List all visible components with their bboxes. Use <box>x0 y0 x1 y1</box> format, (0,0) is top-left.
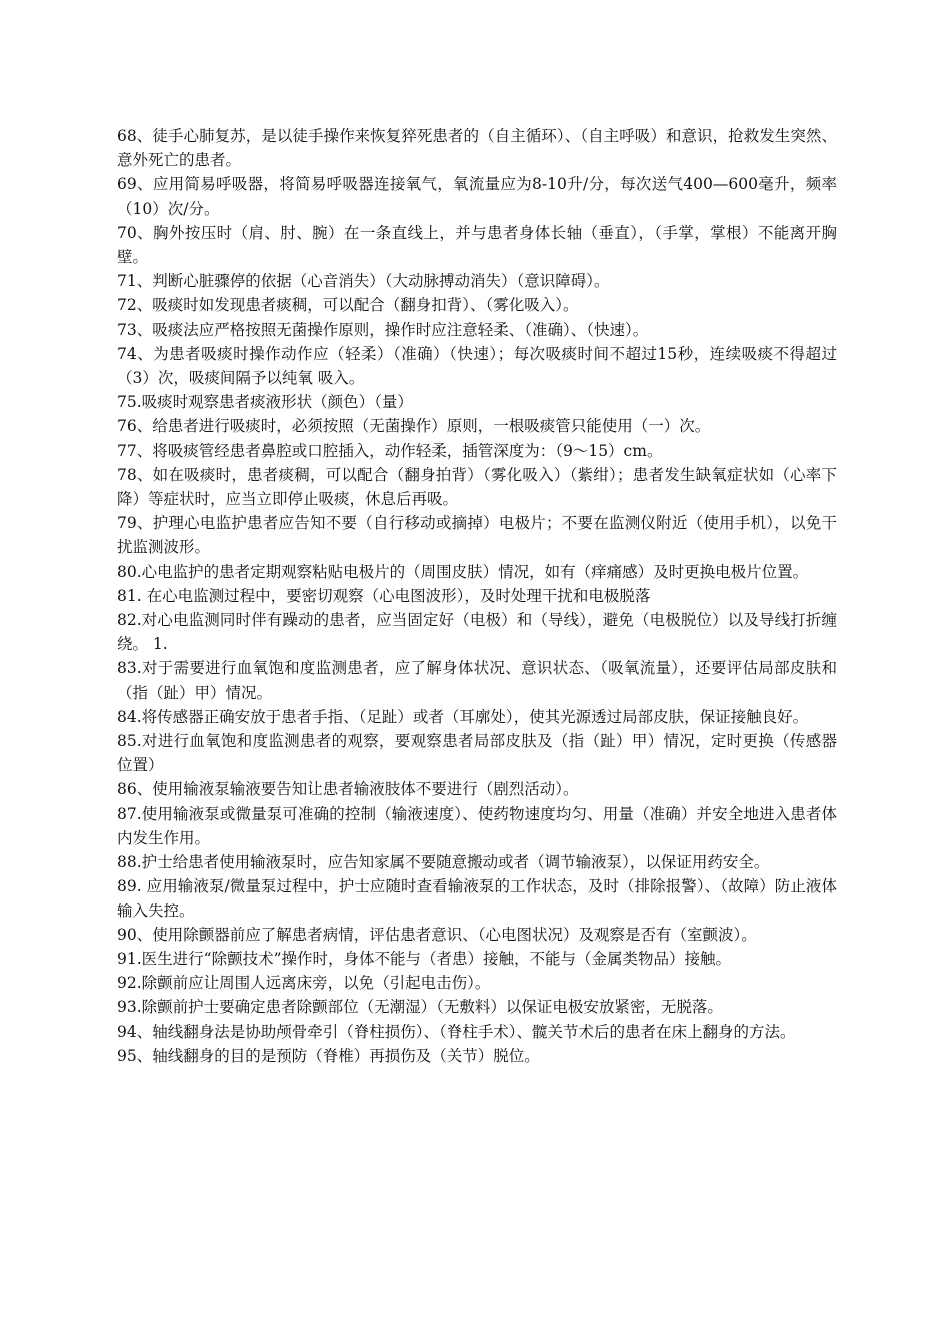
question-81: 81. 在心电监测过程中，要密切观察（心电图波形），及时处理干扰和电极脱落 <box>117 586 651 605</box>
question-94: 94、轴线翻身法是协助颅骨牵引（脊柱损伤）、（脊柱手术）、髋关节术后的患者在床上翻身的方法。 <box>117 1022 796 1041</box>
question-73: 73、吸痰法应严格按照无菌操作原则，操作时应注意轻柔、（准确）、（快速）。 <box>117 320 649 339</box>
question-78: 78、如在吸痰时，患者痰稠，可以配合（翻身拍背）（雾化吸入）（紫绀）；患者发生缺氧症状如（心率下降）等症状时，应当立即停止吸痰，休息后再吸。 <box>117 465 837 509</box>
question-92: 92.除颤前应让周围人远离床旁，以免（引起电击伤）。 <box>117 974 491 993</box>
question-79: 79、护理心电监护患者应告知不要（自行移动或摘掉）电极片；不要在监测仪附近（使用手机），以免干扰监测波形。 <box>117 514 837 557</box>
question-89: 89. 应用输液泵/微量泵过程中，护士应随时查看输液泵的工作状态，及时（排除报警）、（故障）防止液体输入失控。 <box>117 877 837 920</box>
question-71: 71、判断心脏骤停的依据（心音消失）（大动脉搏动消失）（意识障碍）。 <box>117 272 610 291</box>
question-76: 76、给患者进行吸痰时，必须按照（无菌操作）原则，一根吸痰管只能使用（一）次。 <box>117 417 711 436</box>
question-87: 87.使用输液泵或微量泵可准确的控制（输液速度）、使药物速度均匀、用量（准确）并安全地进入患者体内发生作用。 <box>117 804 837 847</box>
question-77: 77、将吸痰管经患者鼻腔或口腔插入，动作轻柔，插管深度为：（9～15）cm。 <box>117 441 663 460</box>
question-91: 91.医生进行“除颤技术”操作时，身体不能与（者患）接触，不能与（金属类物品）接触。 <box>117 949 732 968</box>
question-70: 70、胸外按压时（肩、肘、腕）在一条直线上，并与患者身体长轴（垂直），（手掌，掌根）不能离开胸壁。 <box>117 223 837 267</box>
document-page <box>117 124 837 1068</box>
question-85: 85.对进行血氧饱和度监测患者的观察，要观察患者局部皮肤及（指（趾）甲）情况，定时更换（传感器位置） <box>117 732 837 775</box>
question-90: 90、使用除颤器前应了解患者病情，评估患者意识、（心电图状况）及观察是否有（室颤波）。 <box>117 925 757 944</box>
question-82: 82.对心电监测同时伴有躁动的患者，应当固定好（电极）和（导线），避免（电极脱位）以及导线打折缠绕。 1. <box>117 611 837 654</box>
question-86: 86、使用输液泵输液要告知让患者输液肢体不要进行（剧烈活动）。 <box>117 780 579 799</box>
question-75: 75.吸痰时观察患者痰液形状（颜色）（量） <box>117 393 413 412</box>
question-72: 72、吸痰时如发现患者痰稠，可以配合（翻身扣背）、（雾化吸入）。 <box>117 296 579 315</box>
question-69: 69、应用简易呼吸器，将简易呼吸器连接氧气，氧流量应为8-10升/分，每次送气400—600毫升，频率（10）次/分。 <box>117 175 837 218</box>
question-84: 84.将传感器正确安放于患者手指、（足趾）或者（耳廓处），使其光源透过局部皮肤，保证接触良好。 <box>117 707 809 726</box>
question-68: 68、徒手心肺复苏，是以徒手操作来恢复猝死患者的（自主循环）、（自主呼吸）和意识，抢救发生突然、意外死亡的患者。 <box>117 127 837 170</box>
question-83: 83.对于需要进行血氧饱和度监测患者，应了解身体状况、意识状态、（吸氧流量），还要评估局部皮肤和（指（趾）甲）情况。 <box>117 659 837 702</box>
question-95: 95、轴线翻身的目的是预防（脊椎）再损伤及（关节）脱位。 <box>117 1046 540 1065</box>
question-93: 93.除颤前护士要确定患者除颤部位（无潮湿）（无敷料）以保证电极安放紧密，无脱落。 <box>117 998 723 1017</box>
question-74: 74、为患者吸痰时操作动作应（轻柔）（准确）（快速）；每次吸痰时间不超过15秒，连续吸痰不得超过（3）次，吸痰间隔予以纯氧 吸入。 <box>117 344 837 388</box>
question-80: 80.心电监护的患者定期观察粘贴电极片的（周围皮肤）情况，如有（痒痛感）及时更换电极片位置。 <box>117 562 809 581</box>
question-88: 88.护士给患者使用输液泵时，应告知家属不要随意搬动或者（调节输液泵），以保证用药安全。 <box>117 853 770 872</box>
